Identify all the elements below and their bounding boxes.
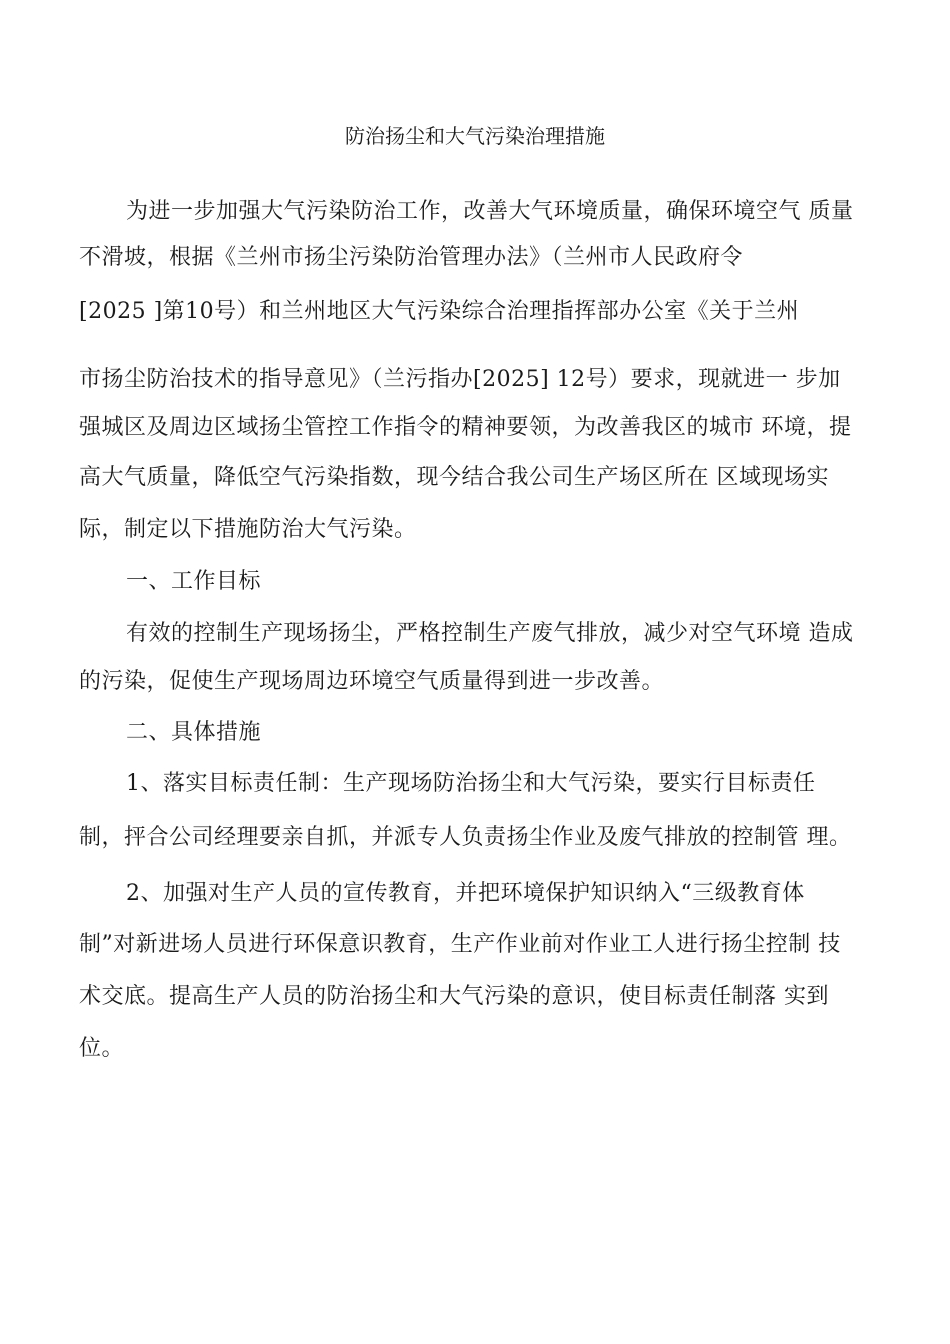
text-line: 制”对新进场人员进行环保意识教育，生产作业前对作业工人进行扬尘控制 技	[79, 932, 841, 957]
document-title: 防治扬尘和大气污染治理措施	[345, 124, 605, 148]
text-line: 术交底。提高生产人员的防治扬尘和大气污染的意识，使目标责任制落 实到	[79, 984, 829, 1009]
text-line: 有效的控制生产现场扬尘，严格控制生产废气排放，减少对空气环境 造成	[126, 621, 854, 646]
text-line: 际，制定以下措施防治大气污染。	[79, 517, 417, 542]
text-line: 制，抨合公司经理要亲自抓，并派专人负责扬尘作业及废气排放的控制管 理。	[79, 825, 852, 850]
text-line: 的污染，促使生产现场周边环境空气质量得到进一步改善。	[79, 669, 665, 694]
text-line: 强城区及周边区域扬尘管控工作指令的精神要领，为改善我区的城市 环境，提	[79, 415, 852, 440]
text-line: 高大气质量，降低空气污染指数，现今结合我公司生产场区所在 区域现场实	[79, 465, 829, 490]
text-line: 不滑坡，根据《兰州市扬尘污染防治管理办法》（兰州市人民政府令	[79, 245, 744, 270]
text-line: [2025 ]第10号）和兰州地区大气污染综合治理指挥部办公室《关于兰州	[79, 299, 800, 324]
text-line: 1、落实目标责任制：生产现场防治扬尘和大气污染，要实行目标责任	[126, 771, 816, 796]
section-heading: 二、具体措施	[126, 720, 262, 745]
text-line: 位。	[79, 1036, 125, 1061]
text-line: 市扬尘防治技术的指导意见》（兰污指办[2025] 12号）要求，现就进一 步加	[79, 367, 841, 392]
section-heading: 一、工作目标	[126, 569, 262, 594]
text-line: 2、加强对生产人员的宣传教育，并把环境保护知识纳入“三级教育体	[126, 881, 805, 906]
text-line: 为进一步加强大气污染防治工作，改善大气环境质量，确保环境空气 质量	[126, 199, 854, 224]
